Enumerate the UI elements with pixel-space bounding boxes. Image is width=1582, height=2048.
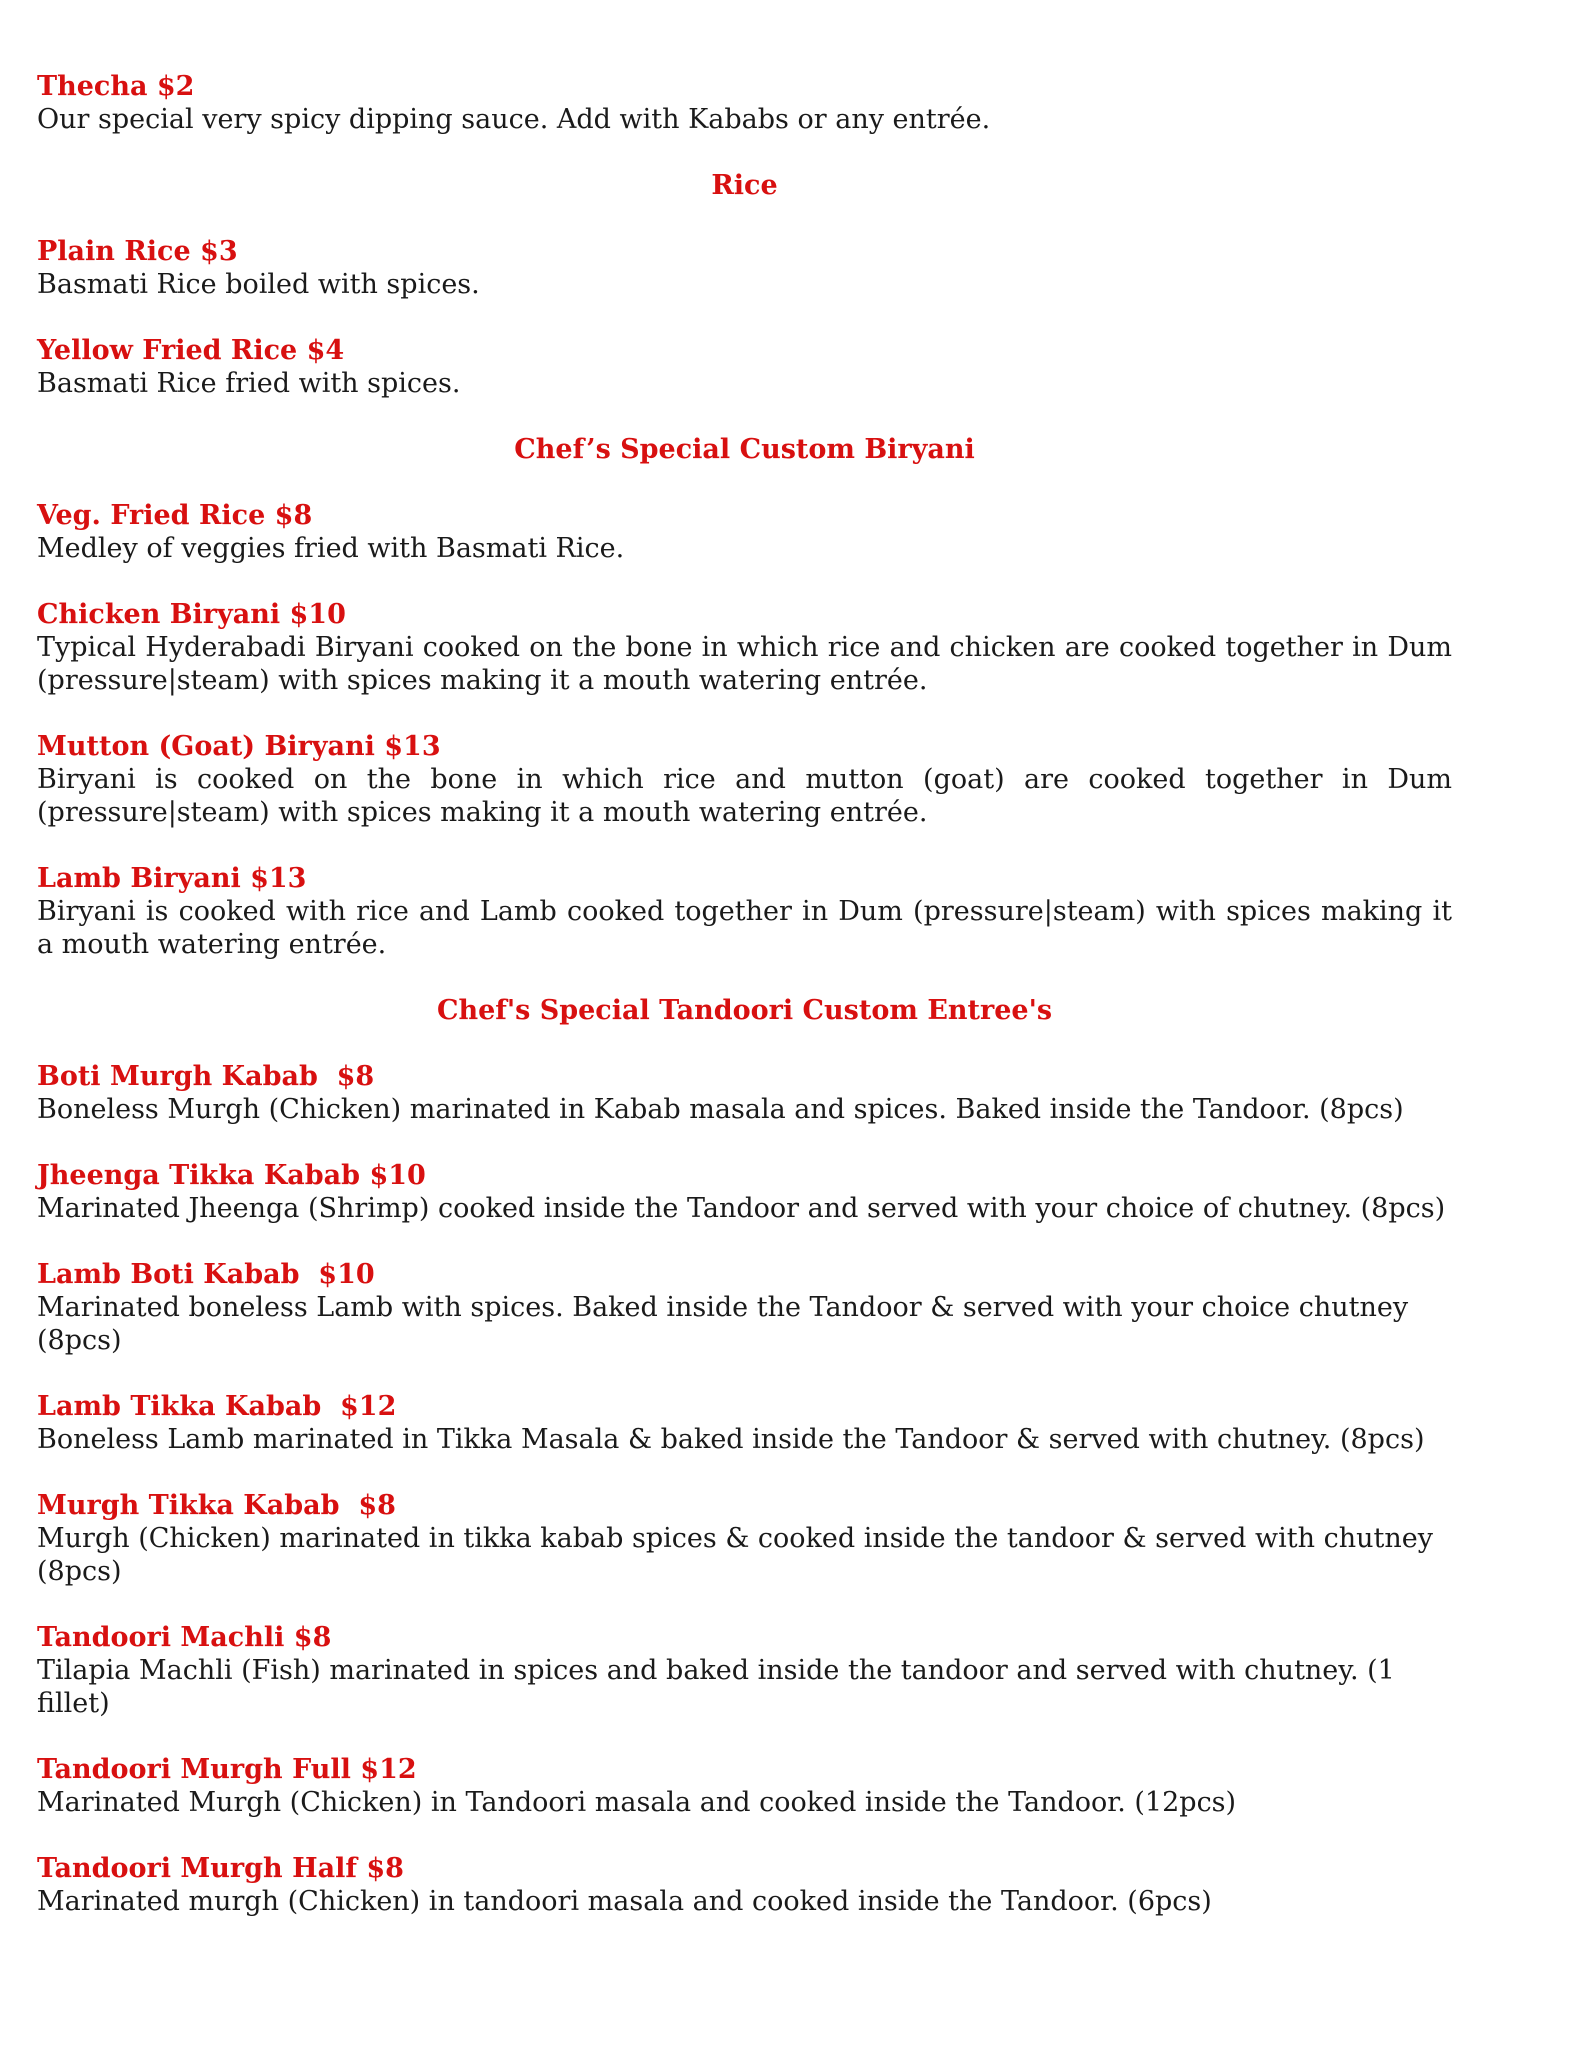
menu-item: [37, 1852, 1452, 1918]
menu-item-title: Lamb Boti Kabab $10: [37, 1259, 375, 1290]
menu-item-description: Basmati Rice fried with spices.: [37, 368, 461, 399]
menu-item-description: Marinated murgh (Chicken) in tandoori masala and cooked inside the Tandoor. (6pcs): [37, 1886, 1212, 1917]
menu-item-title: Murgh Tikka Kabab $8: [37, 1490, 396, 1521]
menu-item-title: Tandoori Machli $8: [37, 1622, 332, 1653]
menu-item-title: Tandoori Murgh Full $12: [37, 1754, 417, 1785]
menu-item: [37, 1060, 1452, 1126]
menu-item: [37, 862, 1452, 961]
menu-item-title: Chicken Biryani $10: [37, 599, 346, 630]
menu-item: [37, 1753, 1452, 1819]
menu-item-description: Boneless Lamb marinated in Tikka Masala & baked inside the Tandoor & served with chutney. (8pcs): [37, 1424, 1425, 1455]
menu-item-title: Thecha $2: [37, 71, 195, 102]
menu-item-title: Tandoori Murgh Half $8: [37, 1853, 404, 1884]
menu-item: [37, 334, 1452, 400]
menu-item-description: Marinated Jheenga (Shrimp) cooked inside the Tandoor and served with your choice of chutney. (8pcs): [37, 1193, 1446, 1224]
menu-item: [37, 1489, 1452, 1588]
menu-item-title: Lamb Tikka Kabab $12: [37, 1391, 397, 1422]
menu-item-description: Our special very spicy dipping sauce. Add with Kababs or any entrée.: [37, 104, 991, 135]
section-heading: Chef's Special Tandoori Custom Entree's: [436, 995, 1053, 1026]
section-heading: Chef’s Special Custom Biryani: [514, 434, 975, 465]
menu-item: [37, 499, 1452, 565]
menu-item-title: Jheenga Tikka Kabab $10: [37, 1160, 426, 1191]
menu-item-title: Yellow Fried Rice $4: [37, 335, 345, 366]
menu-item: [37, 730, 1452, 829]
menu-item-title: Veg. Fried Rice $8: [37, 500, 313, 531]
menu-item: [37, 1258, 1452, 1357]
section-heading: Rice: [711, 170, 778, 201]
menu-item-description: Biryani is cooked on the bone in which rice and mutton (goat) are cooked together in Dum (pressure|steam) with spices making it a mouth watering entrée.: [37, 764, 1452, 828]
menu-page: [37, 70, 1452, 1951]
menu-item: [37, 1390, 1452, 1456]
menu-item-description: Tilapia Machli (Fish) marinated in spices and baked inside the tandoor and served with chutney. (1 fillet): [37, 1655, 1395, 1719]
menu-item-description: Marinated boneless Lamb with spices. Baked inside the Tandoor & served with your choice chutney (8pcs): [37, 1292, 1409, 1356]
menu-item: [37, 1621, 1452, 1720]
menu-item: [37, 598, 1452, 697]
menu-item: [37, 235, 1452, 301]
menu-item: [37, 1159, 1452, 1225]
menu-item-title: Lamb Biryani $13: [37, 863, 307, 894]
menu-item-description: Typical Hyderabadi Biryani cooked on the bone in which rice and chicken are cooked together in Dum (pressure|steam) with spices making it a mouth watering entrée.: [37, 632, 1452, 696]
menu-item: [37, 70, 1452, 136]
menu-item-description: Medley of veggies fried with Basmati Rice.: [37, 533, 625, 564]
menu-item-title: Plain Rice $3: [37, 236, 238, 267]
menu-item-description: Murgh (Chicken) marinated in tikka kabab spices & cooked inside the tandoor & served with chutney (8pcs): [37, 1523, 1433, 1587]
menu-item-description: Boneless Murgh (Chicken) marinated in Kabab masala and spices. Baked inside the Tandoor. (8pcs): [37, 1094, 1404, 1125]
menu-item-description: Basmati Rice boiled with spices.: [37, 269, 480, 300]
menu-item-title: Boti Murgh Kabab $8: [37, 1061, 375, 1092]
menu-item-title: Mutton (Goat) Biryani $13: [37, 731, 441, 762]
menu-item-description: Marinated Murgh (Chicken) in Tandoori masala and cooked inside the Tandoor. (12pcs): [37, 1787, 1237, 1818]
menu-item-description: Biryani is cooked with rice and Lamb cooked together in Dum (pressure|steam) with spices making it a mouth watering entrée.: [37, 896, 1452, 960]
